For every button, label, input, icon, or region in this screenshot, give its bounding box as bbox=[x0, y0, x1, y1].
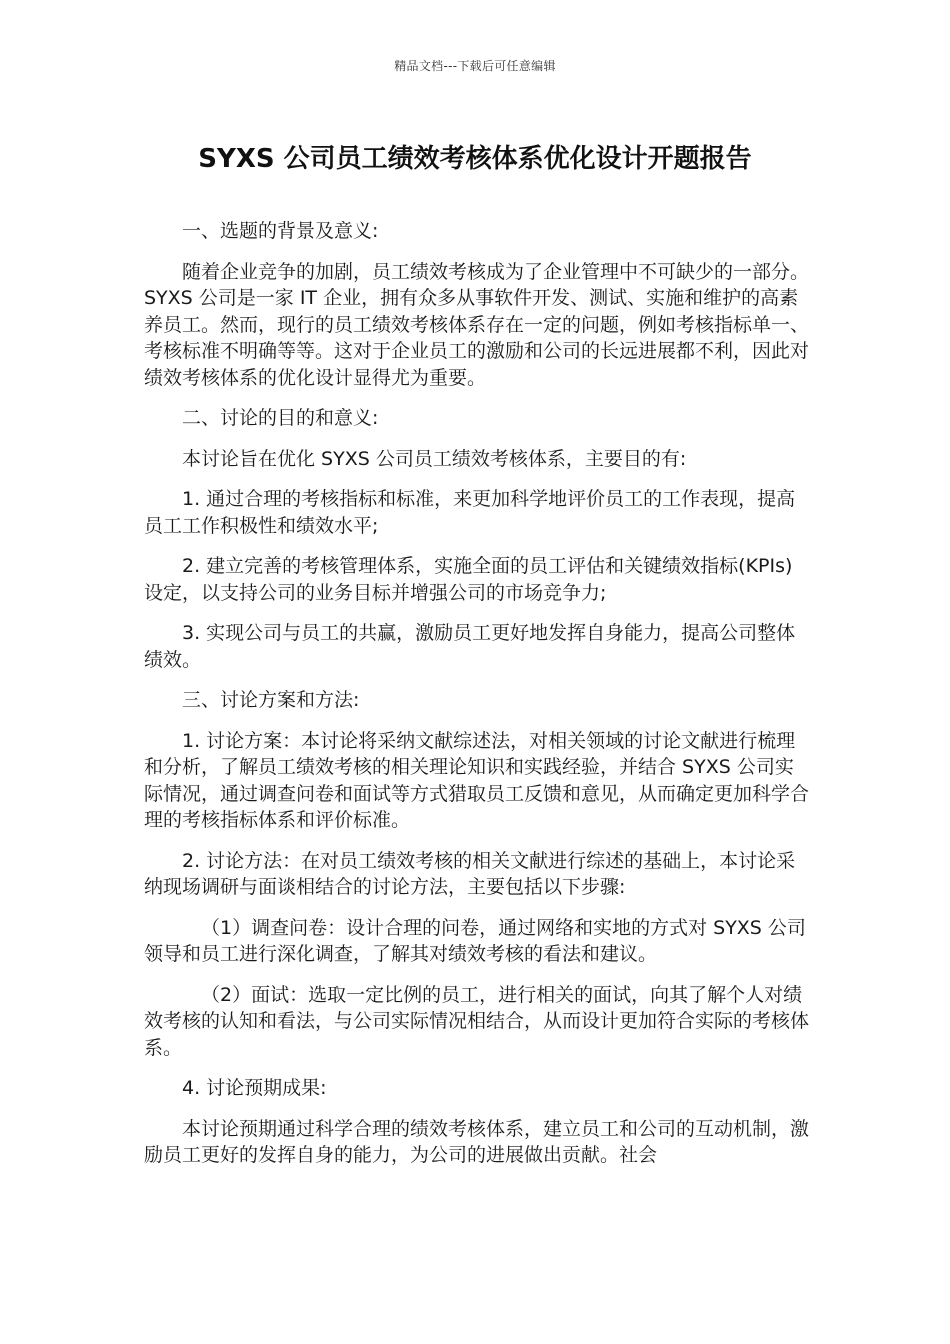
list-item-plan: 1. 讨论方案：本讨论将采纳文献综述法，对相关领域的讨论文献进行梳理和分析，了解员工绩效考核的相关理论知识和实践经验，并结合 SYXS 公司实际情况，通过调查问卷和面试等方式猎取员工反馈和意见，从而确定更加科学合理的考核指标体系和评价标准。 bbox=[144, 729, 810, 831]
list-item-purpose-3: 3. 实现公司与员工的共赢，激励员工更好地发挥自身能力，提高公司整体绩效。 bbox=[144, 622, 796, 671]
section-heading-method: 三、讨论方案和方法: bbox=[182, 689, 360, 711]
paragraph-purpose-intro: 本讨论旨在优化 SYXS 公司员工绩效考核体系，主要目的有: bbox=[182, 447, 687, 470]
page-header: 精品文档---下载后可任意编辑 bbox=[394, 59, 556, 73]
document-title: SYXS 公司员工绩效考核体系优化设计开题报告 bbox=[198, 144, 752, 174]
document-body bbox=[144, 218, 809, 1183]
section-heading-background: 一、选题的背景及意义: bbox=[182, 220, 379, 242]
section-heading-purpose: 二、讨论的目的和意义: bbox=[182, 407, 379, 429]
paragraph-expected-results: 本讨论预期通过科学合理的绩效考核体系，建立员工和公司的互动机制，激励员工更好的发挥自身的能力，为公司的进展做出贡献。社会 bbox=[144, 1117, 810, 1166]
sub-item-survey: （1）调查问卷：设计合理的问卷，通过网络和实地的方式对 SYXS 公司领导和员工进行深化调查，了解其对绩效考核的看法和建议。 bbox=[144, 916, 806, 965]
paragraph-background: 随着企业竞争的加剧，员工绩效考核成为了企业管理中不可缺少的一部分。SYXS 公司是一家 IT 企业，拥有众多从事软件开发、测试、实施和维护的高素养员工。然而，现行的员工绩效考核体系存在一定的问题，例如考核指标单一、考核标准不明确等等。这对于企业员工的激励和公司的长远进展都不利，因此对绩效考核体系的优化设计显得尤为重要。 bbox=[144, 260, 810, 389]
list-item-method: 2. 讨论方法：在对员工绩效考核的相关文献进行综述的基础上，本讨论采纳现场调研与面谈相结合的讨论方法，主要包括以下步骤: bbox=[144, 849, 796, 898]
sub-item-interview: （2）面试：选取一定比例的员工，进行相关的面试，向其了解个人对绩效考核的认知和看法，与公司实际情况相结合，从而设计更加符合实际的考核体系。 bbox=[144, 983, 810, 1059]
list-item-expected-results: 4. 讨论预期成果: bbox=[182, 1077, 327, 1099]
list-item-purpose-1: 1. 通过合理的考核指标和标准，来更加科学地评价员工的工作表现，提高员工工作积极性和绩效水平; bbox=[144, 488, 796, 537]
list-item-purpose-2: 2. 建立完善的考核管理体系，实施全面的员工评估和关键绩效指标(KPIs)设定，以支持公司的业务目标并增强公司的市场竞争力; bbox=[144, 555, 793, 604]
